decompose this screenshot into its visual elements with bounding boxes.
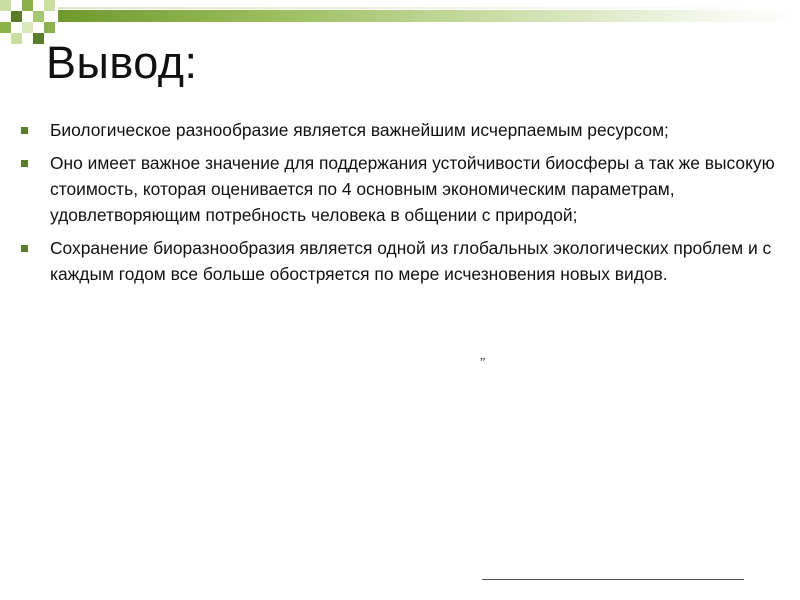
bullet-text: Оно имеет важное значение для поддержания устойчивости биосферы а так же высокую стоимость, которая оценивается по 4 основным экономическим параметрам, удовлетворяющим потребность человека в общении с природой; [50, 153, 775, 225]
mosaic-square [11, 11, 22, 22]
mosaic-square [0, 22, 11, 33]
mosaic-square [22, 22, 33, 33]
bullet-text: Биологическое разнообразие является важнейшим исчерпаемым ресурсом; [50, 120, 669, 140]
mosaic-square [33, 11, 44, 22]
footer-rule [482, 579, 744, 580]
mosaic-square [0, 0, 11, 11]
slide-title: Вывод: [46, 37, 198, 88]
square-bullet-icon [21, 245, 28, 252]
square-bullet-icon [21, 160, 28, 167]
bullet-list [14, 117, 784, 294]
header-bar-highlight [58, 7, 800, 9]
square-bullet-icon [21, 127, 28, 134]
bullet-item [14, 150, 784, 228]
bullet-item [14, 117, 784, 143]
header-gradient-bar [58, 10, 800, 22]
mosaic-square [22, 0, 33, 11]
stray-quote-mark: „ [480, 348, 486, 362]
mosaic-square [44, 0, 55, 11]
mosaic-square [11, 33, 22, 44]
bullet-text: Сохранение биоразнообразия является одной из глобальных экологических проблем и с каждым годом все больше обостряется по мере исчезновения новых видов. [50, 238, 772, 284]
mosaic-square [33, 33, 44, 44]
bullet-item [14, 235, 784, 287]
